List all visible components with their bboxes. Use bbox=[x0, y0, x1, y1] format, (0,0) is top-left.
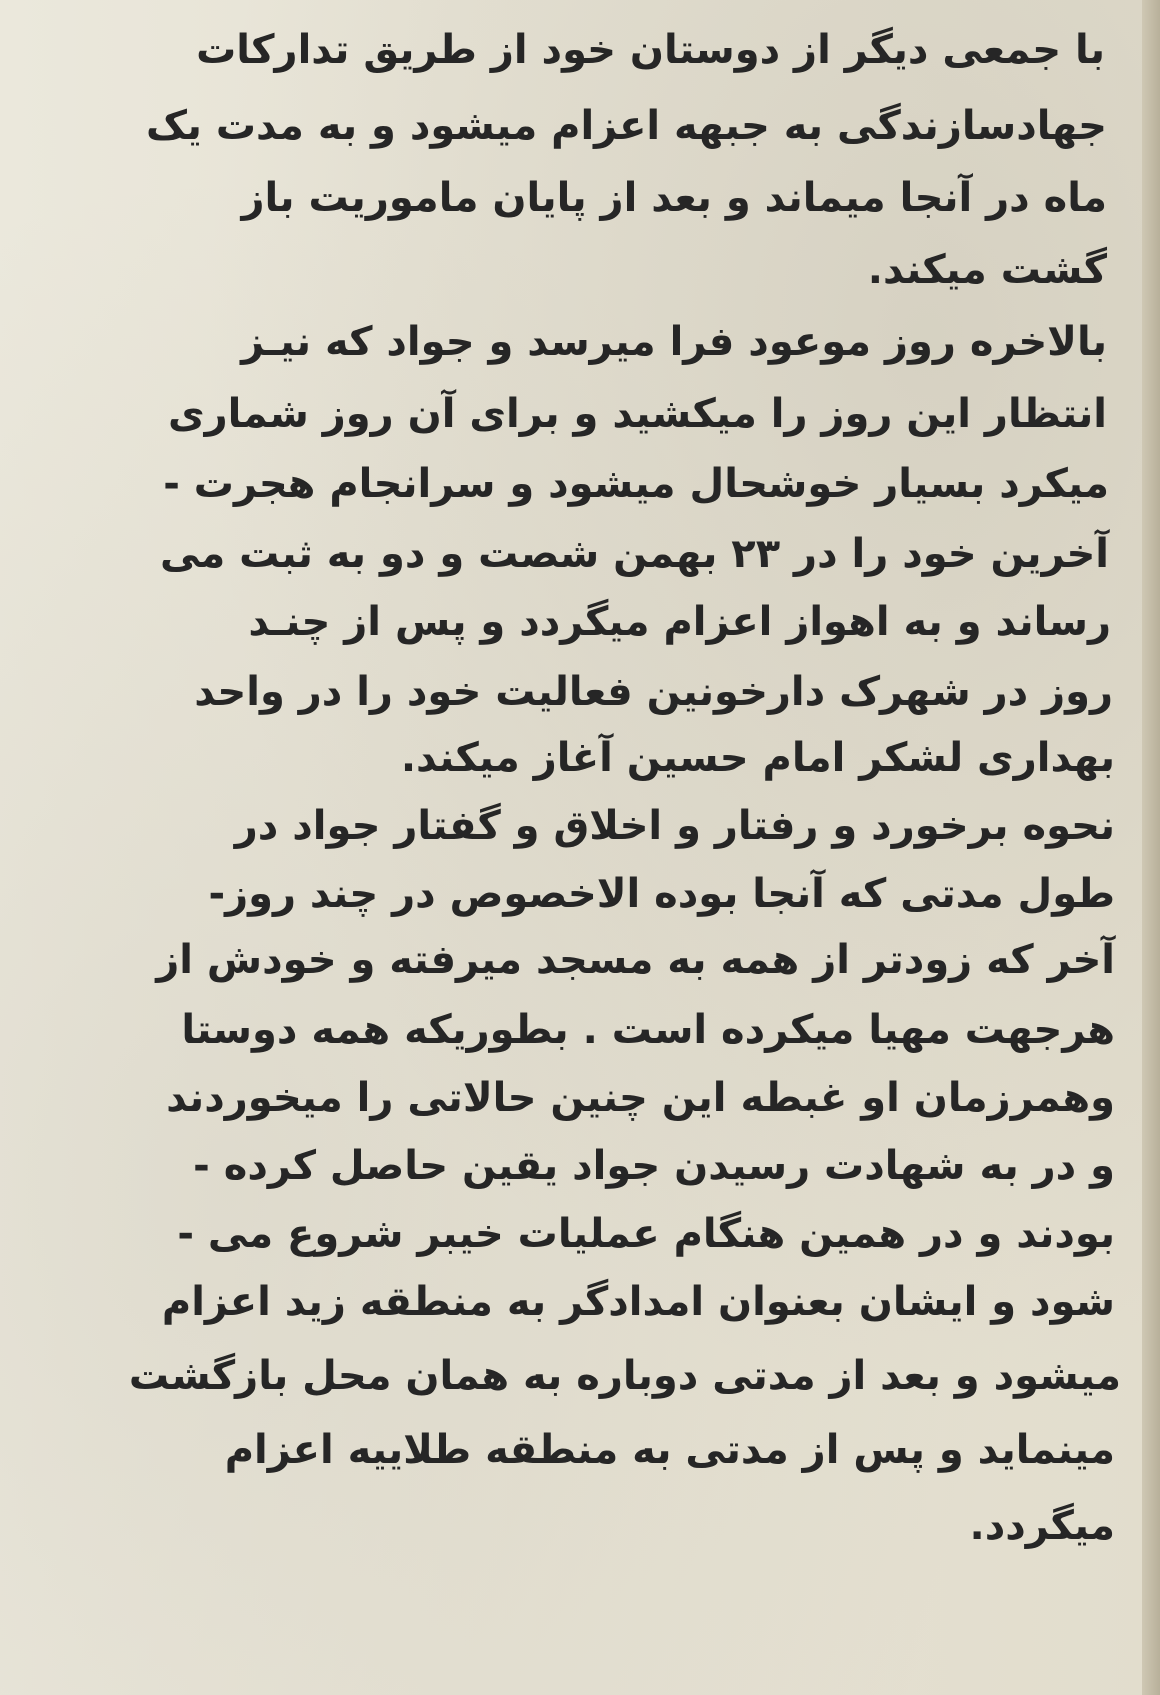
text-line: شود و ایشان بعنوان امدادگر به منطقه زید اعزام bbox=[161, 1279, 1115, 1325]
text-line: میگردد. bbox=[969, 1503, 1115, 1549]
page-binding-edge bbox=[1142, 0, 1160, 1695]
text-line: رساند و به اهواز اعزام میگردد و پس از چنـد bbox=[248, 599, 1111, 645]
text-line: میکرد بسیار خوشحال میشود و سرانجام هجرت - bbox=[163, 461, 1109, 507]
text-line: مینماید و پس از مدتی به منطقه طلاییه اعزام bbox=[224, 1427, 1115, 1473]
page-text bbox=[40, 0, 1125, 1695]
text-line: هرجهت مهیا میکرده است . بطوریکه همه دوستا bbox=[181, 1007, 1115, 1053]
text-line: روز در شهرک دارخونین فعالیت خود را در واحد bbox=[194, 669, 1113, 715]
text-line: نحوه برخورد و رفتار و اخلاق و گفتار جواد در bbox=[234, 803, 1115, 849]
text-line: طول مدتی که آنجا بوده الاخصوص در چند روز- bbox=[208, 871, 1115, 917]
text-line: گشت میکند. bbox=[867, 247, 1107, 293]
text-line: بالاخره روز موعود فرا میرسد و جواد که نیـز bbox=[241, 319, 1107, 365]
text-line: آخرین خود را در ۲۳ بهمن شصت و دو به ثبت می bbox=[160, 531, 1109, 577]
text-line: بودند و در همین هنگام عملیات خیبر شروع می - bbox=[177, 1211, 1115, 1257]
text-line: بهداری لشکر امام حسین آغاز میکند. bbox=[400, 735, 1115, 781]
text-line: میشود و بعد از مدتی دوباره به همان محل بازگشت bbox=[128, 1353, 1121, 1399]
text-line: جهادسازندگی به جبهه اعزام میشود و به مدت یک bbox=[145, 103, 1107, 149]
text-line: آخر که زودتر از همه به مسجد میرفته و خودش از bbox=[156, 937, 1115, 983]
text-line: با جمعی دیگر از دوستان خود از طریق تدارکات bbox=[196, 27, 1105, 73]
text-line: و در به شهادت رسیدن جواد یقین حاصل کرده - bbox=[193, 1143, 1115, 1189]
text-line: ماه در آنجا میماند و بعد از پایان ماموریت باز bbox=[241, 175, 1107, 221]
text-line: انتظار این روز را میکشید و برای آن روز شماری bbox=[167, 391, 1107, 437]
text-line: وهمرزمان او غبطه این چنین حالاتی را میخوردند bbox=[166, 1075, 1115, 1121]
